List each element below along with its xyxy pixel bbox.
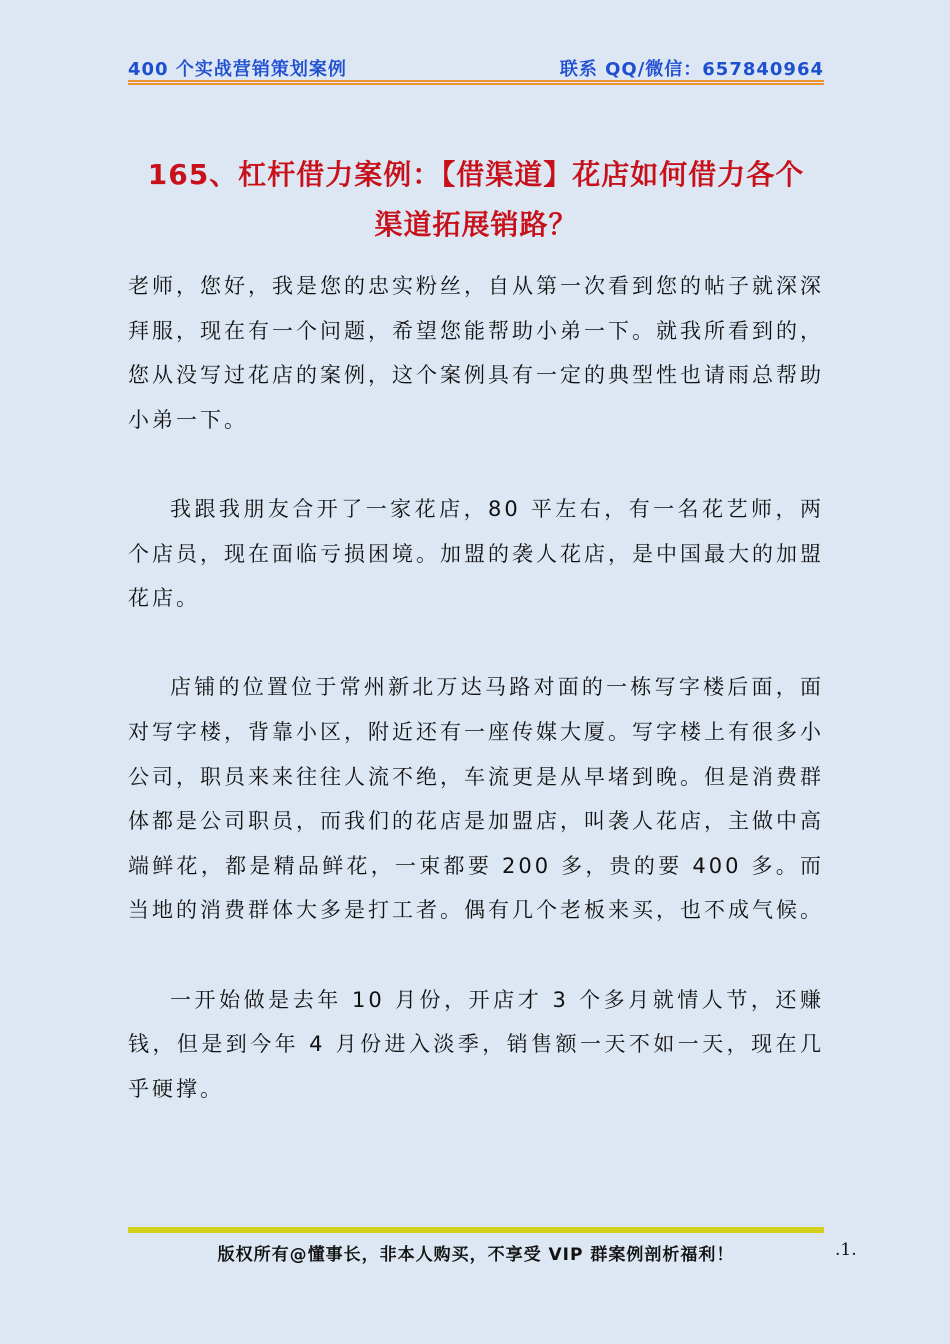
title-line-2: 渠道拓展销路？ — [374, 208, 578, 241]
document-title — [128, 150, 824, 250]
header-divider — [128, 80, 824, 85]
paragraph-2: 我跟我朋友合开了一家花店，80 平左右，有一名花艺师，两个店员，现在面临亏损困境。加盟的袭人花店，是中国最大的加盟花店。 — [128, 496, 824, 611]
document-body — [128, 264, 824, 1111]
page-number: .1. — [835, 1240, 857, 1260]
header-series-title: 400 个实战营销策划案例 — [128, 59, 347, 80]
paragraph-4: 一开始做是去年 10 月份，开店才 3 个多月就情人节，还赚钱，但是到今年 4 月份进入淡季，销售额一天不如一天，现在几乎硬撑。 — [128, 987, 824, 1101]
header-contact: 联系 QQ/微信：657840964 — [559, 59, 824, 80]
paragraph-3: 店铺的位置位于常州新北万达马路对面的一栋写字楼后面，面对写字楼，背靠小区，附近还有一座传媒大厦。写字楼上有很多小公司，职员来来往往人流不绝，车流更是从早堵到晚。但是消费群体都是公司职员，而我们的花店是加盟店，叫袭人花店，主做中高端鲜花，都是精品鲜花，一束都要 200 多，贵的要 400 多。而当地的消费群体大多是打工者。偶有几个老板来买，也不成气候。 — [128, 675, 824, 923]
page-header — [128, 52, 824, 82]
title-line-1: 165、杠杆借力案例：【借渠道】花店如何借力各个 — [147, 158, 805, 191]
footer-copyright: 版权所有@懂事长，非本人购买，不享受 VIP 群案例剖析福利！ — [217, 1245, 735, 1265]
footer-divider — [128, 1227, 824, 1233]
paragraph-1: 老师，您好，我是您的忠实粉丝，自从第一次看到您的帖子就深深拜服，现在有一个问题，希望您能帮助小弟一下。就我所看到的，您从没写过花店的案例，这个案例具有一定的典型性也请雨总帮助小弟一下。 — [128, 274, 824, 432]
